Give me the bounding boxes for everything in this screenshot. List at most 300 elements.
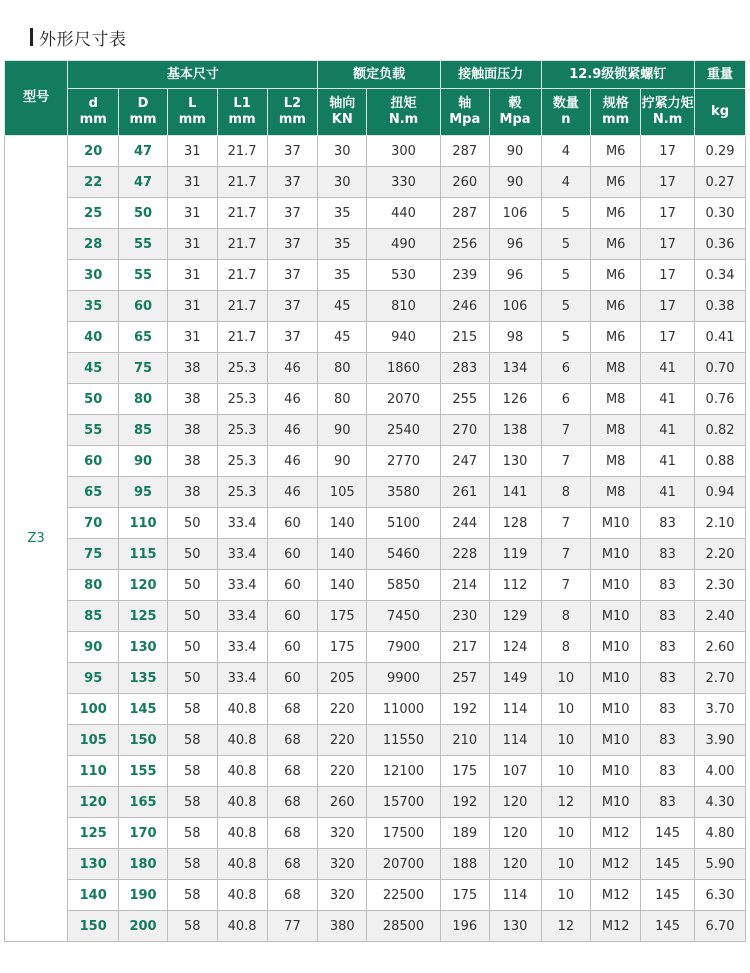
cell-screw-count: 7 [541,570,591,601]
cell-d: 25 [68,198,119,229]
cell-screw-spec: M10 [591,632,641,663]
cell-weight: 4.80 [695,818,746,849]
cell-L: 50 [167,570,217,601]
cell-screw-spec: M6 [591,229,641,260]
cell-tightening-torque: 17 [641,260,695,291]
cell-shaft-pressure: 188 [440,849,489,880]
cell-L: 58 [167,725,217,756]
cell-d: 40 [68,322,119,353]
cell-tightening-torque: 83 [641,787,695,818]
cell-hub-pressure: 128 [489,508,541,539]
cell-L: 50 [167,539,217,570]
cell-d: 95 [68,663,119,694]
cell-d: 130 [68,849,119,880]
cell-axial-load: 90 [318,415,367,446]
cell-weight: 0.34 [695,260,746,291]
cell-weight: 6.30 [695,880,746,911]
cell-hub-pressure: 129 [489,601,541,632]
cell-screw-count: 7 [541,446,591,477]
cell-torque: 2070 [367,384,441,415]
cell-L: 31 [167,322,217,353]
cell-shaft-pressure: 210 [440,725,489,756]
cell-torque: 5100 [367,508,441,539]
table-row [5,632,746,663]
cell-torque: 1860 [367,353,441,384]
cell-D: 85 [119,415,168,446]
cell-weight: 2.60 [695,632,746,663]
cell-L2: 60 [267,632,318,663]
cell-L: 38 [167,384,217,415]
cell-tightening-torque: 83 [641,601,695,632]
cell-torque: 22500 [367,880,441,911]
cell-shaft-pressure: 257 [440,663,489,694]
cell-screw-count: 8 [541,632,591,663]
cell-screw-spec: M10 [591,725,641,756]
cell-screw-spec: M6 [591,260,641,291]
cell-d: 55 [68,415,119,446]
cell-shaft-pressure: 256 [440,229,489,260]
cell-hub-pressure: 138 [489,415,541,446]
cell-axial-load: 80 [318,384,367,415]
cell-d: 120 [68,787,119,818]
cell-torque: 7450 [367,601,441,632]
table-row [5,911,746,942]
table-row [5,725,746,756]
cell-tightening-torque: 17 [641,198,695,229]
cell-screw-spec: M8 [591,415,641,446]
table-row [5,291,746,322]
cell-shaft-pressure: 230 [440,601,489,632]
cell-L1: 33.4 [217,508,267,539]
cell-L: 38 [167,353,217,384]
cell-L: 50 [167,508,217,539]
header-col-hub-pressure: 毂 Mpa [489,89,541,136]
cell-L1: 40.8 [217,756,267,787]
cell-L: 31 [167,198,217,229]
cell-shaft-pressure: 175 [440,880,489,911]
cell-L: 58 [167,694,217,725]
cell-torque: 5850 [367,570,441,601]
table-row [5,353,746,384]
table-row [5,539,746,570]
cell-screw-count: 6 [541,384,591,415]
cell-weight: 0.70 [695,353,746,384]
cell-L: 58 [167,756,217,787]
cell-weight: 0.82 [695,415,746,446]
cell-weight: 5.90 [695,849,746,880]
cell-hub-pressure: 120 [489,787,541,818]
cell-L: 38 [167,477,217,508]
cell-screw-count: 10 [541,694,591,725]
cell-hub-pressure: 106 [489,291,541,322]
table-row [5,756,746,787]
cell-shaft-pressure: 192 [440,694,489,725]
header-col-tightening-torque: 拧紧力矩 N.m [641,89,695,136]
cell-L1: 40.8 [217,725,267,756]
cell-screw-spec: M12 [591,849,641,880]
cell-L2: 68 [267,787,318,818]
cell-L1: 40.8 [217,818,267,849]
cell-D: 165 [119,787,168,818]
cell-weight: 4.00 [695,756,746,787]
cell-D: 120 [119,570,168,601]
header-group-rated-load: 额定负载 [318,61,440,89]
cell-d: 75 [68,539,119,570]
cell-hub-pressure: 106 [489,198,541,229]
cell-screw-spec: M12 [591,818,641,849]
cell-screw-count: 4 [541,136,591,167]
table-row [5,663,746,694]
cell-L1: 40.8 [217,880,267,911]
cell-d: 100 [68,694,119,725]
cell-hub-pressure: 141 [489,477,541,508]
cell-screw-spec: M10 [591,570,641,601]
cell-tightening-torque: 41 [641,415,695,446]
cell-shaft-pressure: 239 [440,260,489,291]
cell-L1: 33.4 [217,570,267,601]
cell-D: 75 [119,353,168,384]
cell-L2: 37 [267,136,318,167]
cell-shaft-pressure: 247 [440,446,489,477]
cell-D: 60 [119,291,168,322]
cell-weight: 2.30 [695,570,746,601]
cell-screw-spec: M10 [591,601,641,632]
cell-torque: 530 [367,260,441,291]
cell-screw-spec: M8 [591,384,641,415]
cell-L1: 21.7 [217,322,267,353]
cell-torque: 9900 [367,663,441,694]
table-row [5,477,746,508]
cell-D: 95 [119,477,168,508]
cell-torque: 11550 [367,725,441,756]
cell-torque: 20700 [367,849,441,880]
cell-shaft-pressure: 192 [440,787,489,818]
cell-hub-pressure: 130 [489,446,541,477]
cell-screw-count: 10 [541,756,591,787]
cell-weight: 0.38 [695,291,746,322]
cell-shaft-pressure: 217 [440,632,489,663]
cell-tightening-torque: 17 [641,229,695,260]
cell-axial-load: 260 [318,787,367,818]
cell-weight: 2.20 [695,539,746,570]
cell-hub-pressure: 119 [489,539,541,570]
cell-screw-count: 4 [541,167,591,198]
cell-weight: 0.27 [695,167,746,198]
cell-weight: 0.76 [695,384,746,415]
cell-weight: 0.94 [695,477,746,508]
cell-D: 135 [119,663,168,694]
cell-L: 50 [167,632,217,663]
cell-axial-load: 30 [318,136,367,167]
cell-L: 58 [167,911,217,942]
cell-shaft-pressure: 215 [440,322,489,353]
cell-screw-spec: M10 [591,663,641,694]
header-col-torque: 扭矩 N.m [367,89,441,136]
cell-screw-spec: M6 [591,322,641,353]
cell-tightening-torque: 83 [641,694,695,725]
cell-screw-count: 5 [541,291,591,322]
cell-screw-count: 5 [541,229,591,260]
cell-D: 80 [119,384,168,415]
cell-torque: 5460 [367,539,441,570]
cell-torque: 440 [367,198,441,229]
cell-L2: 46 [267,446,318,477]
cell-tightening-torque: 41 [641,446,695,477]
cell-shaft-pressure: 287 [440,136,489,167]
cell-axial-load: 220 [318,694,367,725]
cell-axial-load: 45 [318,322,367,353]
cell-hub-pressure: 120 [489,849,541,880]
cell-L: 31 [167,167,217,198]
cell-shaft-pressure: 175 [440,756,489,787]
cell-tightening-torque: 83 [641,725,695,756]
cell-tightening-torque: 83 [641,756,695,787]
cell-D: 130 [119,632,168,663]
cell-D: 55 [119,229,168,260]
cell-D: 190 [119,880,168,911]
cell-hub-pressure: 114 [489,880,541,911]
cell-screw-count: 7 [541,508,591,539]
cell-L1: 33.4 [217,539,267,570]
cell-shaft-pressure: 287 [440,198,489,229]
cell-L1: 33.4 [217,601,267,632]
cell-shaft-pressure: 246 [440,291,489,322]
cell-hub-pressure: 120 [489,818,541,849]
cell-screw-spec: M8 [591,446,641,477]
cell-d: 50 [68,384,119,415]
cell-L: 50 [167,663,217,694]
cell-screw-count: 10 [541,663,591,694]
cell-tightening-torque: 145 [641,911,695,942]
cell-screw-count: 10 [541,725,591,756]
cell-screw-spec: M12 [591,880,641,911]
cell-axial-load: 140 [318,539,367,570]
cell-D: 145 [119,694,168,725]
cell-d: 110 [68,756,119,787]
cell-torque: 300 [367,136,441,167]
header-col-axial: 轴向 KN [318,89,367,136]
cell-weight: 6.70 [695,911,746,942]
cell-L: 31 [167,260,217,291]
cell-screw-count: 7 [541,539,591,570]
header-col-screw-count: 数量 n [541,89,591,136]
cell-shaft-pressure: 255 [440,384,489,415]
cell-L: 58 [167,818,217,849]
cell-L1: 40.8 [217,787,267,818]
cell-D: 170 [119,818,168,849]
header-col-weight-unit: kg [695,89,746,136]
cell-L2: 37 [267,229,318,260]
cell-axial-load: 380 [318,911,367,942]
cell-d: 140 [68,880,119,911]
table-row [5,136,746,167]
table-row [5,787,746,818]
cell-axial-load: 35 [318,260,367,291]
header-group-locking-screw: 12.9级锁紧螺钉 [541,61,695,89]
cell-weight: 4.30 [695,787,746,818]
cell-shaft-pressure: 228 [440,539,489,570]
cell-L1: 25.3 [217,477,267,508]
cell-L: 38 [167,446,217,477]
header-col-d: d mm [68,89,119,136]
cell-L1: 33.4 [217,663,267,694]
cell-L2: 68 [267,849,318,880]
cell-d: 90 [68,632,119,663]
cell-L1: 25.3 [217,446,267,477]
cell-screw-spec: M6 [591,291,641,322]
cell-L2: 77 [267,911,318,942]
cell-shaft-pressure: 260 [440,167,489,198]
cell-D: 150 [119,725,168,756]
cell-tightening-torque: 17 [641,291,695,322]
model-cell: Z3 [5,136,68,942]
cell-L: 31 [167,291,217,322]
header-group-contact-pressure: 接触面压力 [440,61,541,89]
cell-tightening-torque: 145 [641,818,695,849]
cell-D: 155 [119,756,168,787]
cell-shaft-pressure: 270 [440,415,489,446]
cell-screw-count: 5 [541,322,591,353]
cell-hub-pressure: 98 [489,322,541,353]
header-col-L1: L1 mm [217,89,267,136]
cell-screw-spec: M10 [591,508,641,539]
cell-d: 105 [68,725,119,756]
cell-d: 45 [68,353,119,384]
cell-D: 55 [119,260,168,291]
cell-d: 125 [68,818,119,849]
cell-axial-load: 90 [318,446,367,477]
cell-torque: 15700 [367,787,441,818]
cell-L: 58 [167,849,217,880]
cell-axial-load: 140 [318,570,367,601]
cell-hub-pressure: 114 [489,725,541,756]
table-row [5,260,746,291]
section-title [30,24,127,50]
header-group-basic-dimensions: 基本尺寸 [68,61,318,89]
cell-L2: 60 [267,508,318,539]
cell-screw-count: 10 [541,849,591,880]
table-row [5,198,746,229]
cell-screw-spec: M8 [591,477,641,508]
header-col-L2: L2 mm [267,89,318,136]
header-col-D: D mm [119,89,168,136]
cell-axial-load: 35 [318,229,367,260]
cell-screw-count: 8 [541,601,591,632]
cell-torque: 940 [367,322,441,353]
table-row [5,167,746,198]
cell-tightening-torque: 145 [641,849,695,880]
cell-axial-load: 175 [318,632,367,663]
cell-torque: 490 [367,229,441,260]
cell-L2: 37 [267,322,318,353]
cell-d: 28 [68,229,119,260]
cell-d: 65 [68,477,119,508]
cell-hub-pressure: 112 [489,570,541,601]
cell-screw-count: 12 [541,787,591,818]
cell-L2: 60 [267,601,318,632]
cell-L: 50 [167,601,217,632]
cell-D: 50 [119,198,168,229]
cell-L2: 46 [267,477,318,508]
cell-shaft-pressure: 283 [440,353,489,384]
cell-L1: 21.7 [217,229,267,260]
cell-tightening-torque: 83 [641,508,695,539]
table-row [5,818,746,849]
cell-torque: 810 [367,291,441,322]
cell-torque: 17500 [367,818,441,849]
cell-D: 115 [119,539,168,570]
cell-L1: 40.8 [217,849,267,880]
cell-L2: 60 [267,663,318,694]
cell-L: 31 [167,136,217,167]
cell-screw-spec: M6 [591,198,641,229]
cell-L1: 25.3 [217,353,267,384]
cell-screw-spec: M10 [591,539,641,570]
table-row [5,694,746,725]
cell-weight: 3.90 [695,725,746,756]
cell-hub-pressure: 96 [489,260,541,291]
cell-L1: 40.8 [217,694,267,725]
cell-tightening-torque: 17 [641,136,695,167]
cell-L2: 37 [267,291,318,322]
cell-weight: 0.88 [695,446,746,477]
table-row [5,508,746,539]
cell-L2: 46 [267,353,318,384]
table-row [5,880,746,911]
cell-axial-load: 140 [318,508,367,539]
cell-screw-spec: M10 [591,756,641,787]
cell-axial-load: 205 [318,663,367,694]
header-col-shaft-pressure: 轴 Mpa [440,89,489,136]
cell-tightening-torque: 83 [641,539,695,570]
cell-d: 150 [68,911,119,942]
cell-D: 125 [119,601,168,632]
cell-L: 58 [167,787,217,818]
cell-d: 22 [68,167,119,198]
cell-axial-load: 320 [318,880,367,911]
cell-torque: 330 [367,167,441,198]
cell-D: 180 [119,849,168,880]
cell-d: 70 [68,508,119,539]
cell-L2: 68 [267,818,318,849]
cell-screw-spec: M8 [591,353,641,384]
cell-weight: 0.41 [695,322,746,353]
cell-screw-spec: M6 [591,136,641,167]
cell-L1: 21.7 [217,136,267,167]
cell-L2: 60 [267,570,318,601]
cell-shaft-pressure: 214 [440,570,489,601]
cell-L2: 68 [267,756,318,787]
cell-L1: 25.3 [217,415,267,446]
cell-L1: 21.7 [217,198,267,229]
cell-axial-load: 220 [318,725,367,756]
cell-torque: 2540 [367,415,441,446]
cell-L2: 60 [267,539,318,570]
cell-L: 31 [167,229,217,260]
cell-axial-load: 30 [318,167,367,198]
dimension-table [4,60,746,942]
cell-hub-pressure: 114 [489,694,541,725]
cell-shaft-pressure: 196 [440,911,489,942]
cell-d: 35 [68,291,119,322]
cell-d: 80 [68,570,119,601]
cell-D: 47 [119,167,168,198]
cell-hub-pressure: 96 [489,229,541,260]
cell-L2: 68 [267,880,318,911]
cell-tightening-torque: 145 [641,880,695,911]
cell-shaft-pressure: 261 [440,477,489,508]
table-row [5,229,746,260]
